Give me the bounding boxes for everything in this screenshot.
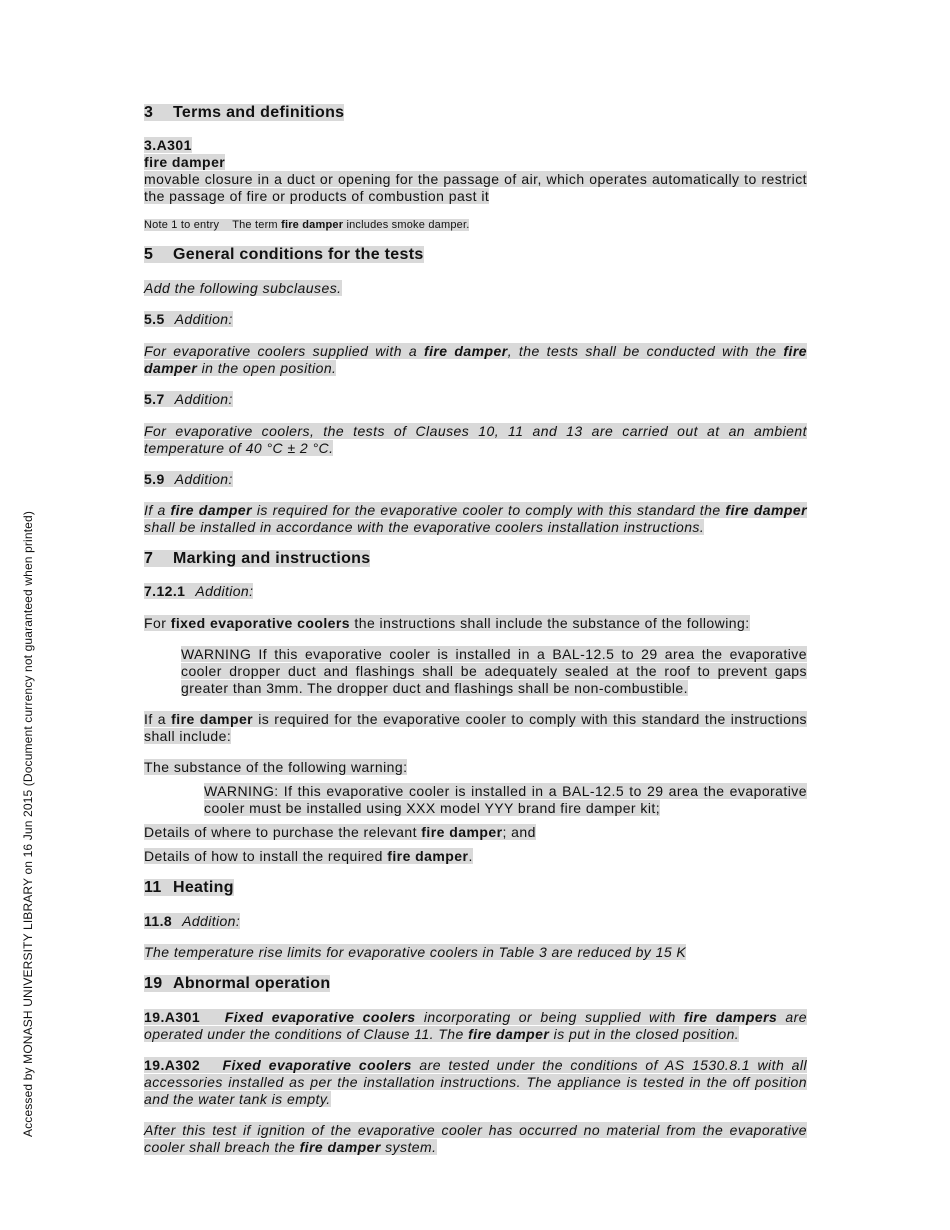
section-19-heading: 19 Abnormal operation (144, 975, 331, 992)
access-sidebar-note: Accessed by MONASH UNIVERSITY LIBRARY on 16 Jun 2015 (Document currency not guaranteed when printed) (21, 511, 35, 1137)
clause-5-5-text: For evaporative coolers supplied with a fire damper, the tests shall be conducted with the fire damper in the open position. (144, 343, 808, 376)
clause-5-9-heading: 5.9 Addition: (144, 471, 233, 487)
clause-11-8-text: The temperature rise limits for evaporative coolers in Table 3 are reduced by 15 K (144, 944, 687, 960)
note-to-entry: Note 1 to entry The term fire damper includes smoke damper. (144, 219, 470, 231)
term-number: 3.A301 (144, 137, 192, 153)
clause-5-7-heading: 5.7 Addition: (144, 391, 233, 407)
section-5-intro: Add the following subclauses. (144, 280, 342, 296)
term-definition: movable closure in a duct or opening for the passage of air, which operates automatically to restrict the passage of fire or products of combustion past it (144, 171, 807, 204)
clause-19-a301: 19.A301 Fixed evaporative coolers incorporating or being supplied with fire dampers are operated under the conditions of Clause 11. The fire damper is put in the closed position. (144, 1009, 807, 1042)
warning-fire-damper-kit: WARNING: If this evaporative cooler is installed in a BAL-12.5 to 29 area the evaporative cooler must be installed using XXX model YYY brand fire damper kit; (204, 783, 807, 816)
clause-11-8-heading: 11.8 Addition: (144, 913, 241, 929)
section-11-heading: 11 Heating (144, 879, 234, 896)
clause-7-12-1-heading: 7.12.1 Addition: (144, 583, 254, 599)
section-3-heading: 3 Terms and definitions (144, 104, 345, 121)
warning-substance-intro: The substance of the following warning: (144, 759, 408, 775)
install-details: Details of how to install the required fire damper. (144, 848, 473, 864)
term-name: fire damper (144, 154, 226, 170)
instructions-intro: For fixed evaporative coolers the instructions shall include the substance of the following: (144, 615, 750, 631)
warning-dropper-duct: WARNING If this evaporative cooler is installed in a BAL-12.5 to 29 area the evaporative cooler dropper duct and flashings shall be adequately sealed at the roof to prevent gaps greater than 3mm. The dropper duct and flashings shall be non-combustible. (181, 646, 807, 696)
fire-damper-instructions: If a fire damper is required for the evaporative cooler to comply with this standard the instructions shall include: (144, 711, 808, 744)
section-7-heading: 7 Marking and instructions (144, 550, 371, 567)
clause-5-9-text: If a fire damper is required for the evaporative cooler to comply with this standard the fire damper shall be installed in accordance with the evaporative coolers installation instructions. (144, 502, 808, 535)
clause-5-5-heading: 5.5 Addition: (144, 311, 233, 327)
purchase-details: Details of where to purchase the relevant fire damper; and (144, 824, 536, 840)
clause-5-7-text: For evaporative coolers, the tests of Clauses 10, 11 and 13 are carried out at an ambient temperature of 40 °C ± 2 °C. (144, 423, 807, 456)
section-5-heading: 5 General conditions for the tests (144, 246, 424, 263)
clause-19-a302: 19.A302 Fixed evaporative coolers are tested under the conditions of AS 1530.8.1 with all accessories installed as per the installation instructions. The appliance is tested in the off position and the water tank is empty. (144, 1057, 807, 1107)
clause-19-after-test: After this test if ignition of the evaporative cooler has occurred no material from the evaporative cooler shall breach the fire damper system. (144, 1122, 807, 1155)
